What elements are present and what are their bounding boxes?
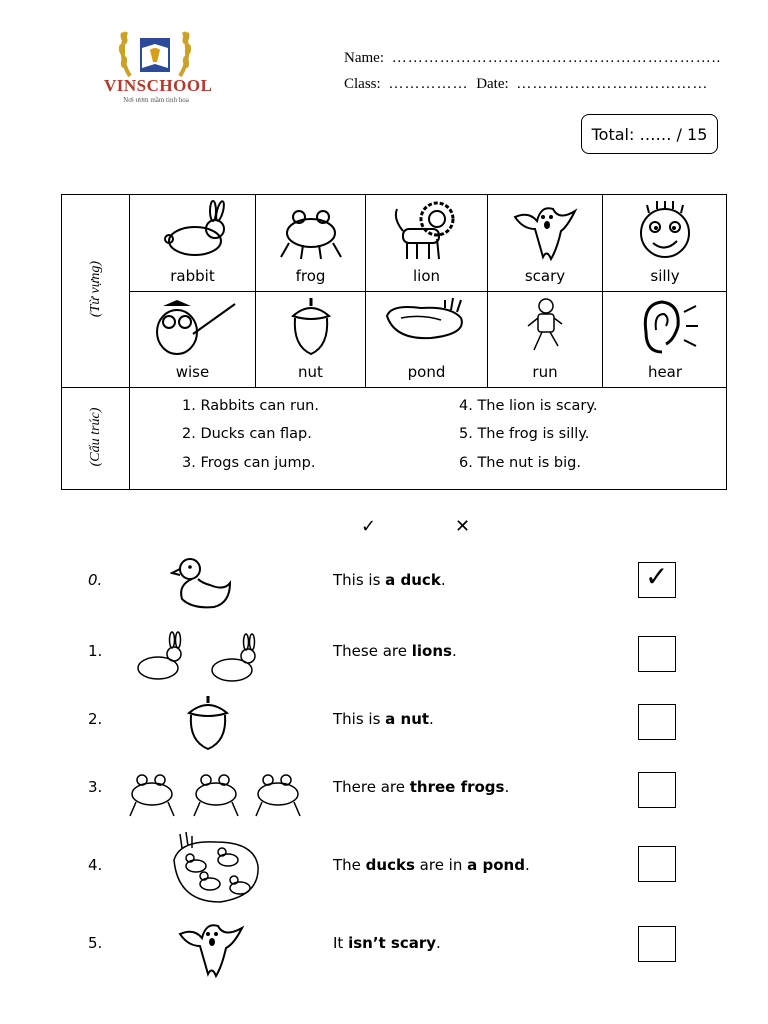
- owl-icon: [147, 296, 239, 358]
- vocab-cell-run: [488, 292, 602, 387]
- rabbits-icon: [132, 630, 268, 686]
- ear-icon: [632, 296, 698, 358]
- name-field[interactable]: ……………………………………………………..: [391, 50, 722, 66]
- duck-icon: [170, 555, 234, 611]
- class-label: Class:: [344, 76, 381, 92]
- vocab-word: wise: [175, 363, 210, 381]
- answer-checkbox[interactable]: [638, 926, 676, 962]
- question-sentence: The ducks are in a pond.: [333, 856, 530, 874]
- question-sentence: There are three frogs.: [333, 778, 510, 796]
- vocab-table: [61, 194, 727, 490]
- frog-icon: [273, 199, 349, 261]
- vocab-word: rabbit: [170, 267, 215, 285]
- vocab-word: pond: [407, 363, 446, 381]
- vocab-cell-hear: [603, 292, 727, 387]
- answer-checkbox[interactable]: [638, 636, 676, 672]
- name-label: Name:: [344, 50, 384, 66]
- structure-sentence: 5. The frog is silly.: [459, 426, 590, 442]
- structure-sentence: 6. The nut is big.: [459, 455, 581, 471]
- ducks-pond-icon: [170, 830, 262, 908]
- vocab-word: frog: [295, 267, 326, 285]
- structure-sentence: 3. Frogs can jump.: [182, 455, 316, 471]
- check-mark-legend: ✓: [361, 516, 377, 537]
- vocab-cell-pond: [366, 292, 487, 387]
- vocab-cell-rabbit: [130, 195, 255, 291]
- answer-checkbox[interactable]: [638, 704, 676, 740]
- logo-subtitle: Nơi ươm mầm tinh hoa: [123, 96, 189, 104]
- vocab-word: nut: [298, 363, 323, 381]
- question-sentence: These are lions.: [333, 642, 457, 660]
- rabbit-icon: [155, 199, 231, 261]
- class-field[interactable]: ……………: [388, 76, 469, 92]
- total-score-text: Total: …… / 15: [591, 124, 708, 144]
- question-number: 4.: [88, 856, 103, 874]
- name-line[interactable]: [344, 50, 721, 67]
- lion-icon: [389, 199, 465, 261]
- logo-text: VINSCHOOL: [104, 76, 213, 95]
- date-label: Date:: [476, 76, 509, 92]
- vocab-side-label: (Từ vựng): [88, 260, 103, 318]
- tick-mark: ✓: [645, 560, 669, 593]
- answer-checkbox[interactable]: [638, 772, 676, 808]
- question-number: 0.: [88, 571, 103, 589]
- structure-sentence: 2. Ducks can flap.: [182, 426, 312, 442]
- ghost-icon: [507, 199, 583, 261]
- question-number: 5.: [88, 934, 103, 952]
- structure-side-label: (Cấu trúc): [88, 407, 103, 467]
- vocab-cell-frog: [256, 195, 365, 291]
- vocab-word: hear: [647, 363, 683, 381]
- ghost-icon: [174, 916, 248, 978]
- date-field[interactable]: ………………………………: [516, 76, 709, 92]
- acorn-icon: [283, 296, 339, 358]
- question-sentence: It isn’t scary.: [333, 934, 441, 952]
- cross-mark-legend: ✕: [455, 516, 471, 537]
- vocab-word: scary: [524, 267, 566, 285]
- vocab-word: lion: [412, 267, 441, 285]
- vocab-cell-scary: [488, 195, 602, 291]
- vocab-cell-lion: [366, 195, 487, 291]
- answer-checkbox[interactable]: [638, 562, 676, 598]
- question-number: 1.: [88, 642, 103, 660]
- class-date-line: [344, 76, 708, 93]
- acorn-icon: [183, 695, 233, 751]
- frogs-icon: [124, 764, 306, 820]
- vocab-cell-wise: [130, 292, 255, 387]
- question-sentence: This is a nut.: [333, 710, 434, 728]
- structure-sentence: 4. The lion is scary.: [459, 398, 598, 414]
- vocab-cell-silly: [603, 195, 727, 291]
- vocab-word: silly: [650, 267, 680, 285]
- structure-sentence: 1. Rabbits can run.: [182, 398, 319, 414]
- question-sentence: This is a duck.: [333, 571, 446, 589]
- vocab-word: run: [532, 363, 558, 381]
- vocab-cell-nut: [256, 292, 365, 387]
- question-number: 2.: [88, 710, 103, 728]
- question-number: 3.: [88, 778, 103, 796]
- answer-checkbox[interactable]: [638, 846, 676, 882]
- running-boy-icon: [520, 296, 570, 358]
- silly-face-icon: [627, 199, 703, 261]
- pond-icon: [381, 296, 473, 346]
- total-score-box: [581, 114, 718, 154]
